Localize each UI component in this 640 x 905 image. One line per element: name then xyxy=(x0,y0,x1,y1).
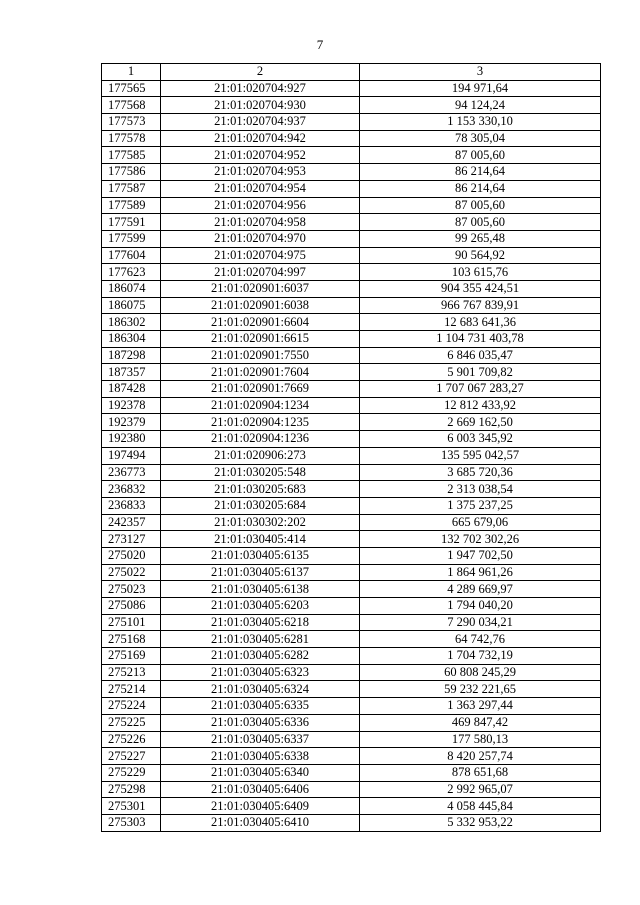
value-cell: 132 702 302,26 xyxy=(360,531,601,548)
cadastral-number-cell: 21:01:020704:927 xyxy=(161,80,360,97)
value-cell: 1 363 297,44 xyxy=(360,698,601,715)
table-row xyxy=(102,414,601,431)
cadastral-number-cell: 21:01:030405:6337 xyxy=(161,731,360,748)
value-cell: 904 355 424,51 xyxy=(360,280,601,297)
table-row xyxy=(102,614,601,631)
table-row xyxy=(102,114,601,131)
cadastral-number-cell: 21:01:030405:6410 xyxy=(161,814,360,831)
cadastral-number-cell: 21:01:020704:937 xyxy=(161,114,360,131)
cadastral-number-cell: 21:01:030405:6138 xyxy=(161,581,360,598)
row-number-cell: 197494 xyxy=(102,447,161,464)
cadastral-number-cell: 21:01:030405:6409 xyxy=(161,798,360,815)
cadastral-number-cell: 21:01:020901:6038 xyxy=(161,297,360,314)
cadastral-number-cell: 21:01:030405:6340 xyxy=(161,764,360,781)
table-row xyxy=(102,598,601,615)
row-number-cell: 186302 xyxy=(102,314,161,331)
table-row xyxy=(102,264,601,281)
cadastral-number-cell: 21:01:030405:6336 xyxy=(161,714,360,731)
value-cell: 1 153 330,10 xyxy=(360,114,601,131)
cadastral-number-cell: 21:01:030405:6137 xyxy=(161,564,360,581)
value-cell: 966 767 839,91 xyxy=(360,297,601,314)
table-row xyxy=(102,531,601,548)
column-header-1: 1 xyxy=(102,64,161,81)
table-row xyxy=(102,80,601,97)
cadastral-number-cell: 21:01:020901:6037 xyxy=(161,280,360,297)
row-number-cell: 177591 xyxy=(102,214,161,231)
table-row xyxy=(102,147,601,164)
table-row xyxy=(102,314,601,331)
table-row xyxy=(102,681,601,698)
cadastral-number-cell: 21:01:030405:6218 xyxy=(161,614,360,631)
row-number-cell: 186074 xyxy=(102,280,161,297)
table-row xyxy=(102,97,601,114)
cadastral-number-cell: 21:01:020901:7604 xyxy=(161,364,360,381)
cadastral-number-cell: 21:01:020704:952 xyxy=(161,147,360,164)
cadastral-number-cell: 21:01:030205:683 xyxy=(161,481,360,498)
table-row xyxy=(102,814,601,831)
row-number-cell: 187298 xyxy=(102,347,161,364)
table-row xyxy=(102,397,601,414)
value-cell: 2 313 038,54 xyxy=(360,481,601,498)
table-row xyxy=(102,664,601,681)
value-cell: 469 847,42 xyxy=(360,714,601,731)
row-number-cell: 275020 xyxy=(102,547,161,564)
cadastral-number-cell: 21:01:020704:930 xyxy=(161,97,360,114)
value-cell: 103 615,76 xyxy=(360,264,601,281)
cadastral-number-cell: 21:01:020901:7550 xyxy=(161,347,360,364)
row-number-cell: 275169 xyxy=(102,648,161,665)
table-row xyxy=(102,230,601,247)
header-row xyxy=(102,64,601,81)
cadastral-number-cell: 21:01:020704:997 xyxy=(161,264,360,281)
table-row xyxy=(102,764,601,781)
value-cell: 87 005,60 xyxy=(360,197,601,214)
row-number-cell: 275225 xyxy=(102,714,161,731)
value-cell: 1 704 732,19 xyxy=(360,648,601,665)
cadastral-number-cell: 21:01:030405:6335 xyxy=(161,698,360,715)
cadastral-number-cell: 21:01:030405:6324 xyxy=(161,681,360,698)
cadastral-number-cell: 21:01:030405:6135 xyxy=(161,547,360,564)
row-number-cell: 177586 xyxy=(102,164,161,181)
value-cell: 1 794 040,20 xyxy=(360,598,601,615)
cadastral-number-cell: 21:01:020704:942 xyxy=(161,130,360,147)
row-number-cell: 192380 xyxy=(102,431,161,448)
table-row xyxy=(102,364,601,381)
row-number-cell: 192379 xyxy=(102,414,161,431)
table-row xyxy=(102,447,601,464)
table-row xyxy=(102,648,601,665)
row-number-cell: 186075 xyxy=(102,297,161,314)
value-cell: 8 420 257,74 xyxy=(360,748,601,765)
row-number-cell: 275226 xyxy=(102,731,161,748)
table-row xyxy=(102,497,601,514)
cadastral-number-cell: 21:01:030405:6338 xyxy=(161,748,360,765)
row-number-cell: 275301 xyxy=(102,798,161,815)
row-number-cell: 242357 xyxy=(102,514,161,531)
table-row xyxy=(102,331,601,348)
cadastral-number-cell: 21:01:030405:6323 xyxy=(161,664,360,681)
value-cell: 86 214,64 xyxy=(360,180,601,197)
value-cell: 2 669 162,50 xyxy=(360,414,601,431)
table-row xyxy=(102,197,601,214)
row-number-cell: 275023 xyxy=(102,581,161,598)
value-cell: 878 651,68 xyxy=(360,764,601,781)
table-row xyxy=(102,464,601,481)
column-header-2: 2 xyxy=(161,64,360,81)
row-number-cell: 177604 xyxy=(102,247,161,264)
value-cell: 94 124,24 xyxy=(360,97,601,114)
row-number-cell: 275224 xyxy=(102,698,161,715)
value-cell: 60 808 245,29 xyxy=(360,664,601,681)
table-header xyxy=(102,64,601,81)
value-cell: 4 289 669,97 xyxy=(360,581,601,598)
cadastral-number-cell: 21:01:020901:6615 xyxy=(161,331,360,348)
row-number-cell: 236833 xyxy=(102,497,161,514)
table-row xyxy=(102,798,601,815)
row-number-cell: 177587 xyxy=(102,180,161,197)
table-row xyxy=(102,731,601,748)
value-cell: 1 707 067 283,27 xyxy=(360,381,601,398)
table-row xyxy=(102,698,601,715)
cadastral-number-cell: 21:01:020704:954 xyxy=(161,180,360,197)
value-cell: 90 564,92 xyxy=(360,247,601,264)
cadastral-number-cell: 21:01:020904:1234 xyxy=(161,397,360,414)
value-cell: 78 305,04 xyxy=(360,130,601,147)
value-cell: 1 375 237,25 xyxy=(360,497,601,514)
row-number-cell: 186304 xyxy=(102,331,161,348)
row-number-cell: 275101 xyxy=(102,614,161,631)
value-cell: 86 214,64 xyxy=(360,164,601,181)
value-cell: 64 742,76 xyxy=(360,631,601,648)
column-header-3: 3 xyxy=(360,64,601,81)
value-cell: 665 679,06 xyxy=(360,514,601,531)
value-cell: 2 992 965,07 xyxy=(360,781,601,798)
cadastral-number-cell: 21:01:020906:273 xyxy=(161,447,360,464)
table-row xyxy=(102,180,601,197)
cadastral-number-cell: 21:01:030205:684 xyxy=(161,497,360,514)
value-cell: 87 005,60 xyxy=(360,214,601,231)
row-number-cell: 177589 xyxy=(102,197,161,214)
table-row xyxy=(102,297,601,314)
row-number-cell: 275022 xyxy=(102,564,161,581)
table-row xyxy=(102,381,601,398)
row-number-cell: 177599 xyxy=(102,230,161,247)
value-cell: 59 232 221,65 xyxy=(360,681,601,698)
table-row xyxy=(102,714,601,731)
table-row xyxy=(102,280,601,297)
cadastral-number-cell: 21:01:020704:956 xyxy=(161,197,360,214)
cadastral-number-cell: 21:01:020704:958 xyxy=(161,214,360,231)
value-cell: 1 947 702,50 xyxy=(360,547,601,564)
value-cell: 194 971,64 xyxy=(360,80,601,97)
cadastral-number-cell: 21:01:030205:548 xyxy=(161,464,360,481)
value-cell: 1 864 961,26 xyxy=(360,564,601,581)
row-number-cell: 275214 xyxy=(102,681,161,698)
value-cell: 3 685 720,36 xyxy=(360,464,601,481)
value-cell: 99 265,48 xyxy=(360,230,601,247)
value-cell: 6 846 035,47 xyxy=(360,347,601,364)
row-number-cell: 177565 xyxy=(102,80,161,97)
value-cell: 12 812 433,92 xyxy=(360,397,601,414)
row-number-cell: 192378 xyxy=(102,397,161,414)
cadastral-number-cell: 21:01:020704:975 xyxy=(161,247,360,264)
cadastral-number-cell: 21:01:020704:970 xyxy=(161,230,360,247)
value-cell: 87 005,60 xyxy=(360,147,601,164)
table-row xyxy=(102,564,601,581)
row-number-cell: 275086 xyxy=(102,598,161,615)
value-cell: 6 003 345,92 xyxy=(360,431,601,448)
table-row xyxy=(102,164,601,181)
table-row xyxy=(102,547,601,564)
cadastral-number-cell: 21:01:020901:7669 xyxy=(161,381,360,398)
row-number-cell: 275303 xyxy=(102,814,161,831)
row-number-cell: 177578 xyxy=(102,130,161,147)
table-row xyxy=(102,214,601,231)
cadastral-number-cell: 21:01:030405:6281 xyxy=(161,631,360,648)
table-row xyxy=(102,581,601,598)
row-number-cell: 177623 xyxy=(102,264,161,281)
value-cell: 5 901 709,82 xyxy=(360,364,601,381)
value-cell: 7 290 034,21 xyxy=(360,614,601,631)
cadastral-number-cell: 21:01:030405:414 xyxy=(161,531,360,548)
row-number-cell: 177573 xyxy=(102,114,161,131)
cadastral-number-cell: 21:01:020901:6604 xyxy=(161,314,360,331)
table-row xyxy=(102,481,601,498)
row-number-cell: 275227 xyxy=(102,748,161,765)
cadastral-number-cell: 21:01:030405:6406 xyxy=(161,781,360,798)
table-row xyxy=(102,347,601,364)
row-number-cell: 275229 xyxy=(102,764,161,781)
row-number-cell: 275298 xyxy=(102,781,161,798)
row-number-cell: 187357 xyxy=(102,364,161,381)
cadastral-number-cell: 21:01:030302:202 xyxy=(161,514,360,531)
cadastral-number-cell: 21:01:030405:6203 xyxy=(161,598,360,615)
row-number-cell: 273127 xyxy=(102,531,161,548)
row-number-cell: 236773 xyxy=(102,464,161,481)
value-cell: 5 332 953,22 xyxy=(360,814,601,831)
value-cell: 12 683 641,36 xyxy=(360,314,601,331)
table-row xyxy=(102,781,601,798)
table-row xyxy=(102,748,601,765)
cadastral-number-cell: 21:01:020904:1235 xyxy=(161,414,360,431)
row-number-cell: 177568 xyxy=(102,97,161,114)
value-cell: 177 580,13 xyxy=(360,731,601,748)
row-number-cell: 275168 xyxy=(102,631,161,648)
table-row xyxy=(102,431,601,448)
row-number-cell: 236832 xyxy=(102,481,161,498)
row-number-cell: 177585 xyxy=(102,147,161,164)
value-cell: 135 595 042,57 xyxy=(360,447,601,464)
table-row xyxy=(102,247,601,264)
cadastral-number-cell: 21:01:020704:953 xyxy=(161,164,360,181)
table-row xyxy=(102,130,601,147)
table-row xyxy=(102,514,601,531)
table-row xyxy=(102,631,601,648)
row-number-cell: 275213 xyxy=(102,664,161,681)
value-cell: 1 104 731 403,78 xyxy=(360,331,601,348)
cadastral-number-cell: 21:01:030405:6282 xyxy=(161,648,360,665)
row-number-cell: 187428 xyxy=(102,381,161,398)
value-cell: 4 058 445,84 xyxy=(360,798,601,815)
table-body xyxy=(102,80,601,831)
data-table xyxy=(101,63,601,832)
cadastral-number-cell: 21:01:020904:1236 xyxy=(161,431,360,448)
page-number: 7 xyxy=(316,37,324,52)
